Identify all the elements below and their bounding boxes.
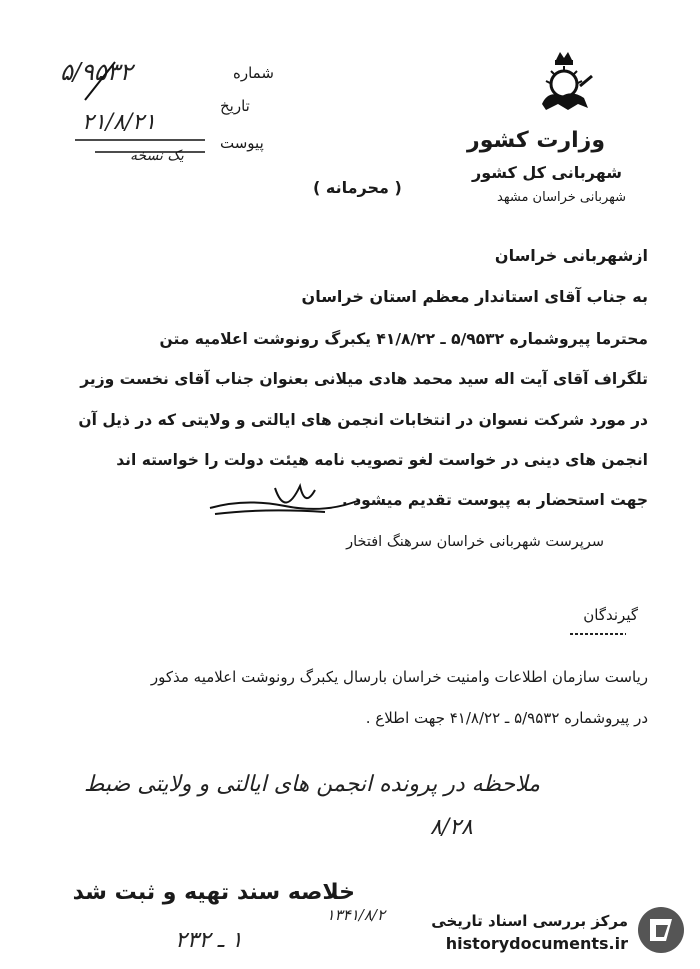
body-line: محترما پیروشماره ۵/۹۵۳۲ ـ ۴۱/۸/۲۲ یکبرگ رونوشت اعلامیه متن xyxy=(159,330,648,348)
signer-title: سرپرست شهربانی خراسان سرهنگ افتخار xyxy=(346,534,604,550)
recipient-line: ریاست سازمان اطلاعات وامنیت خراسان بارسال یکبرگ رونوشت اعلامیه مذکور xyxy=(150,668,648,686)
number-label: شماره xyxy=(233,64,274,82)
header-pen-strokes xyxy=(55,60,215,170)
summary-date: ۱۳۴۱/۸/۲ xyxy=(326,906,385,924)
archive-logo-icon xyxy=(636,905,686,955)
date-label: تاریخ xyxy=(220,97,250,115)
body-line: جهت استحضار به پیوست تقدیم میشود . xyxy=(341,491,648,509)
confidential-mark: ( محرمانه ) xyxy=(313,178,402,197)
recipients-heading: گیرندگان xyxy=(583,606,638,624)
lion-and-sun-emblem-icon xyxy=(528,46,600,118)
signature-scribble xyxy=(205,478,365,528)
handwritten-letter-number: ۵/۹۵۳۲ xyxy=(60,58,133,86)
ministry-name: وزارت کشور xyxy=(467,128,605,153)
handwritten-note-number: ۸/۲۸ xyxy=(430,815,473,840)
department-name: شهربانی کل کشور xyxy=(471,163,622,182)
letter-to: به جناب آقای استاندار معظم استان خراسان xyxy=(301,287,648,306)
reference-number: ۱ ـ ۲۳۲ xyxy=(175,928,243,953)
attachment-label: پیوست xyxy=(220,134,264,152)
body-line: در مورد شرکت نسوان در انتخابات انجمن های ایالتی و ولایتی که در ذیل آن xyxy=(78,411,648,429)
body-line: انجمن های دینی در خواست لغو تصویب نامه هیئت دولت را خواسته اند xyxy=(116,451,648,469)
archive-name: مرکز بررسی اسناد تاریخی xyxy=(431,912,628,930)
letter-from: ازشهربانی خراسان xyxy=(494,246,648,265)
recipients-underline xyxy=(568,630,628,638)
archive-url[interactable]: historydocuments.ir xyxy=(445,934,628,953)
handwritten-attachment: یک نسخه xyxy=(130,148,184,164)
handwritten-letter-date: ۲۱/۸/۲۱ xyxy=(82,110,156,135)
handwritten-note: ملاحظه در پرونده انجمن های ایالتی و ولایتی ضبط xyxy=(84,772,540,797)
recipient-line: در پیروشماره ۵/۹۵۳۲ ـ ۴۱/۸/۲۲ جهت اطلاع . xyxy=(365,709,648,727)
body-line: تلگراف آقای آیت اله سید محمد هادی میلانی بعنوان جناب آقای نخست وزیر xyxy=(80,370,648,388)
sub-department-name: شهربانی خراسان مشهد xyxy=(497,190,626,205)
summary-stamp: خلاصه سند تهیه و ثبت شد xyxy=(72,880,355,905)
